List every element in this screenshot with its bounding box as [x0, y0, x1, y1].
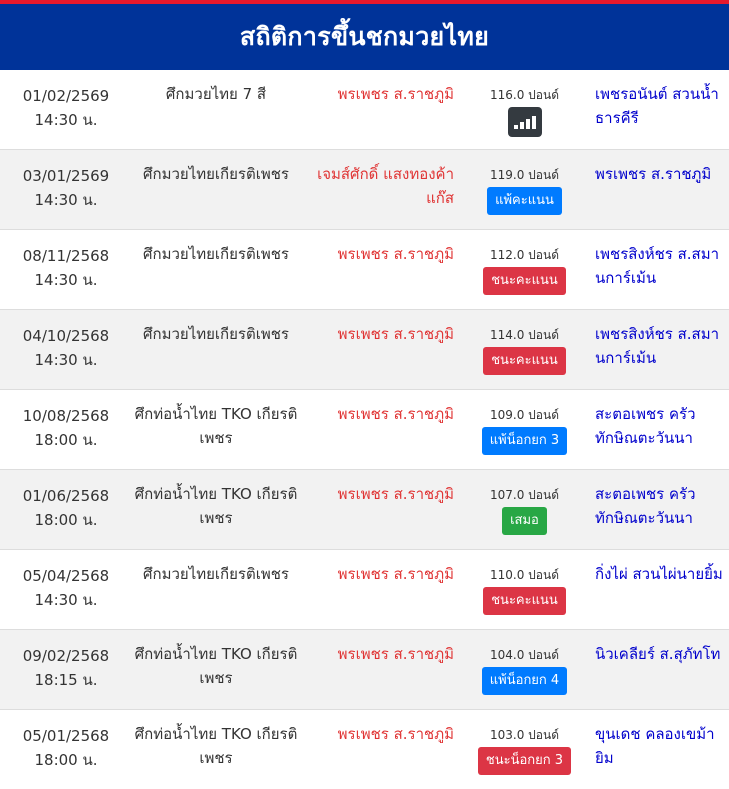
fight-weight: 104.0 ปอนด์ — [490, 648, 559, 662]
event-name: ศึกท่อน้ำไทย TKO เกียรติเพชร — [134, 405, 298, 447]
fight-date-cell — [0, 70, 132, 149]
fight-date-cell — [0, 470, 132, 549]
blue-corner-fighter[interactable]: สะตอเพชร ครัวทักษิณตะวันนา — [595, 405, 696, 447]
fight-date-cell — [0, 310, 132, 389]
fight-weight: 112.0 ปอนด์ — [490, 248, 559, 262]
fight-date: 01/02/2569 — [22, 87, 110, 105]
event-name: ศึกมวยไทยเกียรติเพชร — [143, 165, 289, 183]
blue-corner-fighter[interactable]: เพชรสิงห์ชร ส.สมานการ์เม้น — [595, 245, 720, 287]
red-corner-fighter[interactable]: พรเพชร ส.ราชภูมิ — [337, 565, 454, 583]
red-corner-fighter[interactable]: พรเพชร ส.ราชภูมิ — [337, 85, 454, 103]
fight-weight: 103.0 ปอนด์ — [490, 728, 559, 742]
fight-date-cell — [0, 550, 132, 629]
event-name: ศึกมวยไทย 7 สี — [165, 85, 267, 103]
fight-result-cell — [462, 70, 587, 149]
fight-result-cell — [462, 230, 587, 309]
fight-result-cell — [462, 150, 587, 229]
fight-time: 14:30 น. — [34, 351, 98, 369]
fight-result-cell — [462, 310, 587, 389]
fight-time: 14:30 น. — [34, 191, 98, 209]
blue-corner-fighter[interactable]: สะตอเพชร ครัวทักษิณตะวันนา — [595, 485, 696, 527]
page-title: สถิติการขึ้นชกมวยไทย — [0, 4, 729, 70]
event-name: ศึกท่อน้ำไทย TKO เกียรติเพชร — [134, 725, 298, 767]
fight-weight: 119.0 ปอนด์ — [490, 168, 559, 182]
fight-weight: 110.0 ปอนด์ — [490, 568, 559, 582]
blue-corner-fighter[interactable]: นิวเคลียร์ ส.สุภัทโท — [595, 645, 721, 663]
fight-date-cell — [0, 230, 132, 309]
fight-list — [0, 70, 729, 789]
fight-row — [0, 710, 729, 789]
fight-row — [0, 310, 729, 390]
fight-row — [0, 550, 729, 630]
red-corner-fighter[interactable]: พรเพชร ส.ราชภูมิ — [337, 725, 454, 743]
result-badge: ชนะคะแนน — [483, 267, 566, 295]
result-badge: เสมอ — [502, 507, 547, 535]
red-corner-fighter[interactable]: พรเพชร ส.ราชภูมิ — [337, 485, 454, 503]
fight-date: 05/01/2568 — [22, 727, 110, 745]
blue-corner-fighter[interactable]: เพชรสิงห์ชร ส.สมานการ์เม้น — [595, 325, 720, 367]
fight-date: 04/10/2568 — [22, 327, 110, 345]
fight-date-cell — [0, 390, 132, 469]
red-corner-fighter[interactable]: พรเพชร ส.ราชภูมิ — [337, 405, 454, 423]
fight-result-cell — [462, 550, 587, 629]
result-badge: ชนะน็อกยก 3 — [478, 747, 571, 775]
blue-corner-fighter[interactable]: กิ่งไผ่ สวนไผ่นายยิ้ม — [595, 565, 723, 583]
fight-row — [0, 390, 729, 470]
event-name: ศึกมวยไทยเกียรติเพชร — [143, 325, 289, 343]
fight-time: 14:30 น. — [34, 111, 98, 129]
red-corner-fighter[interactable]: พรเพชร ส.ราชภูมิ — [337, 645, 454, 663]
blue-corner-fighter[interactable]: เพชรอนันต์ สวนน้ำธารคีรี — [595, 85, 719, 127]
fight-time: 18:00 น. — [34, 511, 98, 529]
event-name: ศึกท่อน้ำไทย TKO เกียรติเพชร — [134, 485, 298, 527]
event-name: ศึกมวยไทยเกียรติเพชร — [143, 245, 289, 263]
fight-row — [0, 150, 729, 230]
fight-time: 18:15 น. — [34, 671, 98, 689]
fight-row — [0, 230, 729, 310]
fight-date: 01/06/2568 — [22, 487, 110, 505]
event-name: ศึกท่อน้ำไทย TKO เกียรติเพชร — [134, 645, 298, 687]
fight-date: 09/02/2568 — [22, 647, 110, 665]
fight-weight: 109.0 ปอนด์ — [490, 408, 559, 422]
fight-result-cell — [462, 390, 587, 469]
fight-weight: 107.0 ปอนด์ — [490, 488, 559, 502]
fight-weight: 114.0 ปอนด์ — [490, 328, 559, 342]
fight-row — [0, 470, 729, 550]
fight-date-cell — [0, 630, 132, 709]
result-badge: ชนะคะแนน — [483, 347, 566, 375]
fight-date-cell — [0, 150, 132, 229]
red-corner-fighter[interactable]: พรเพชร ส.ราชภูมิ — [337, 325, 454, 343]
fight-result-cell — [462, 470, 587, 549]
fight-result-cell — [462, 630, 587, 709]
result-badge: แพ้น็อกยก 4 — [482, 667, 567, 695]
fight-date: 03/01/2569 — [22, 167, 110, 185]
blue-corner-fighter[interactable]: พรเพชร ส.ราชภูมิ — [595, 165, 712, 183]
fight-row — [0, 70, 729, 150]
fight-row — [0, 630, 729, 710]
fight-time: 14:30 น. — [34, 271, 98, 289]
fight-date: 05/04/2568 — [22, 567, 110, 585]
fight-weight: 116.0 ปอนด์ — [490, 88, 559, 102]
fight-time: 18:00 น. — [34, 751, 98, 769]
red-corner-fighter[interactable]: พรเพชร ส.ราชภูมิ — [337, 245, 454, 263]
fight-date-cell — [0, 710, 132, 789]
fight-date: 10/08/2568 — [22, 407, 110, 425]
result-badge: แพ้น็อกยก 3 — [482, 427, 567, 455]
red-corner-fighter[interactable]: เจมส์ศักดิ์ แสงทองค้าแก๊ส — [317, 165, 454, 207]
result-badge: แพ้คะแนน — [487, 187, 562, 215]
blue-corner-fighter[interactable]: ขุนเดช คลองเขม้ายิม — [595, 725, 715, 767]
fight-result-cell — [462, 710, 587, 789]
fight-time: 14:30 น. — [34, 591, 98, 609]
bar-chart-icon[interactable] — [508, 107, 542, 137]
fight-date: 08/11/2568 — [22, 247, 110, 265]
result-badge: ชนะคะแนน — [483, 587, 566, 615]
event-name: ศึกมวยไทยเกียรติเพชร — [143, 565, 289, 583]
fight-time: 18:00 น. — [34, 431, 98, 449]
